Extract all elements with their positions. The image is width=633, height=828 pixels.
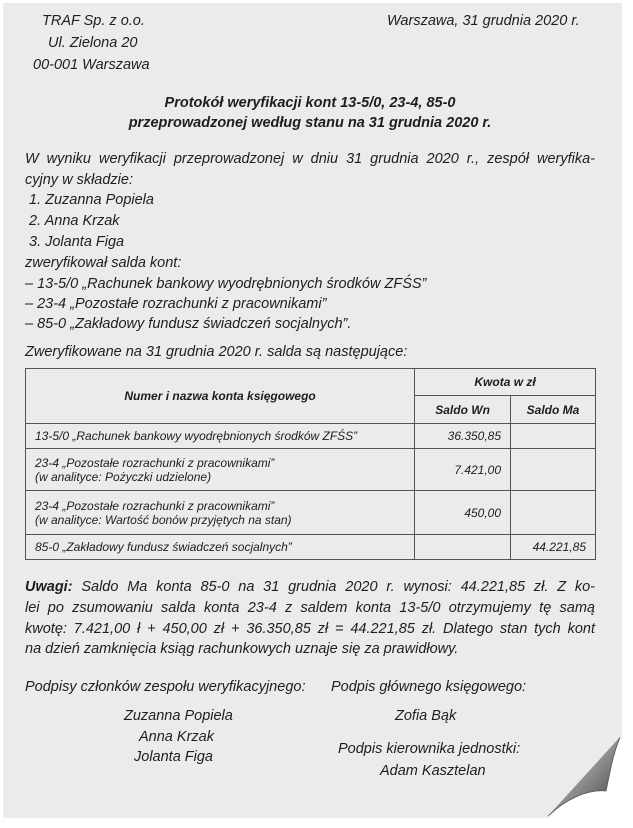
header-amount: Kwota w zł bbox=[415, 369, 596, 396]
balances-intro: Zweryfikowane na 31 grudnia 2020 r. salda są następujące: bbox=[25, 344, 408, 360]
head-of-unit-signature: Adam Kasztelan bbox=[380, 763, 486, 779]
sender-street: Ul. Zielona 20 bbox=[48, 35, 138, 51]
account-name: 23-4 „Pozostałe rozrachunki z pracownikami” bbox=[35, 498, 275, 513]
saldo-wn-cell bbox=[415, 535, 511, 560]
team-signature: Jolanta Figa bbox=[134, 749, 213, 765]
saldo-wn-cell: 7.421,00 bbox=[415, 449, 511, 491]
header-account: Numer i nazwa konta księgowego bbox=[26, 369, 415, 424]
document-title-line1: Protokół weryfikacji kont 13-5/0, 23-4, 85-0 bbox=[164, 95, 456, 111]
saldo-wn-cell: 450,00 bbox=[415, 491, 511, 535]
account-cell bbox=[26, 449, 415, 491]
head-of-unit-label: Podpis kierownika jednostki: bbox=[338, 741, 521, 757]
account-item: – 85-0 „Zakładowy fundusz świadczeń socjalnych”. bbox=[25, 316, 352, 332]
sender-city: 00-001 Warszawa bbox=[33, 57, 150, 73]
chief-accountant-label: Podpis głównego księgowego: bbox=[331, 679, 527, 695]
remarks-line3: kwotę: 7.421,00 ł + 450,00 zł + 36.350,85 zł = 44.221,85 zł. Dlatego stan tych kont bbox=[25, 621, 595, 637]
account-cell: 85-0 „Zakładowy fundusz świadczeń socjalnych” bbox=[26, 535, 415, 560]
intro-line2: cyjny w składzie: bbox=[25, 172, 133, 188]
intro-line1: W wyniku weryfikacji przeprowadzonej w dniu 31 grudnia 2020 r., zespół weryfika- bbox=[25, 151, 595, 167]
account-cell: 13-5/0 „Rachunek bankowy wyodrębnionych środków ZFŚS” bbox=[26, 424, 415, 449]
account-item: – 23-4 „Pozostałe rozrachunki z pracownikami” bbox=[25, 296, 327, 312]
place-date: Warszawa, 31 grudnia 2020 r. bbox=[387, 13, 580, 29]
page-curl bbox=[548, 737, 620, 817]
chief-accountant-signature: Zofia Bąk bbox=[395, 708, 457, 724]
header-saldo-ma: Saldo Ma bbox=[511, 396, 596, 424]
saldo-ma-cell bbox=[511, 449, 596, 491]
remarks-line1: Uwagi: Saldo Ma konta 85-0 na 31 grudnia 2020 r. wynosi: 44.221,85 zł. Z ko- bbox=[25, 579, 596, 595]
saldo-ma-cell bbox=[511, 491, 596, 535]
team-member: 1. Zuzanna Popiela bbox=[29, 192, 154, 208]
account-analytic: (w analityce: Pożyczki udzielone) bbox=[35, 469, 212, 484]
team-signature: Zuzanna Popiela bbox=[124, 708, 233, 724]
header-saldo-wn: Saldo Wn bbox=[415, 396, 511, 424]
saldo-ma-cell bbox=[511, 424, 596, 449]
document-title-line2: przeprowadzonej według stanu na 31 grudnia 2020 r. bbox=[128, 115, 492, 131]
team-member: 3. Jolanta Figa bbox=[29, 234, 125, 250]
saldo-ma-cell: 44.221,85 bbox=[511, 535, 596, 560]
balances-table bbox=[25, 368, 596, 560]
table-row bbox=[26, 491, 596, 535]
verified-label: zweryfikował salda kont: bbox=[25, 255, 182, 271]
sender-name: TRAF Sp. z o.o. bbox=[42, 13, 145, 29]
team-signatures-label: Podpisy członków zespołu weryfikacyjnego: bbox=[25, 679, 306, 695]
account-item: – 13-5/0 „Rachunek bankowy wyodrębnionych środków ZFŚS” bbox=[25, 276, 427, 292]
remarks-label: Uwagi: bbox=[25, 579, 73, 595]
account-cell bbox=[26, 491, 415, 535]
team-member: 2. Anna Krzak bbox=[29, 213, 120, 229]
table-row bbox=[26, 535, 596, 560]
account-name: 23-4 „Pozostałe rozrachunki z pracownikami” bbox=[35, 455, 275, 470]
saldo-wn-cell: 36.350,85 bbox=[415, 424, 511, 449]
remarks-line4: na dzień zamknięcia ksiąg rachunkowych uznaje się za prawidłowy. bbox=[25, 641, 459, 657]
remarks-line2: lei po zsumowaniu salda konta 23-4 z saldem konta 13-5/0 otrzymujemy tę samą bbox=[25, 600, 595, 616]
account-analytic: (w analityce: Wartość bonów przyjętych na stan) bbox=[35, 512, 292, 527]
table-row bbox=[26, 424, 596, 449]
table-row bbox=[26, 449, 596, 491]
team-signature: Anna Krzak bbox=[139, 729, 214, 745]
